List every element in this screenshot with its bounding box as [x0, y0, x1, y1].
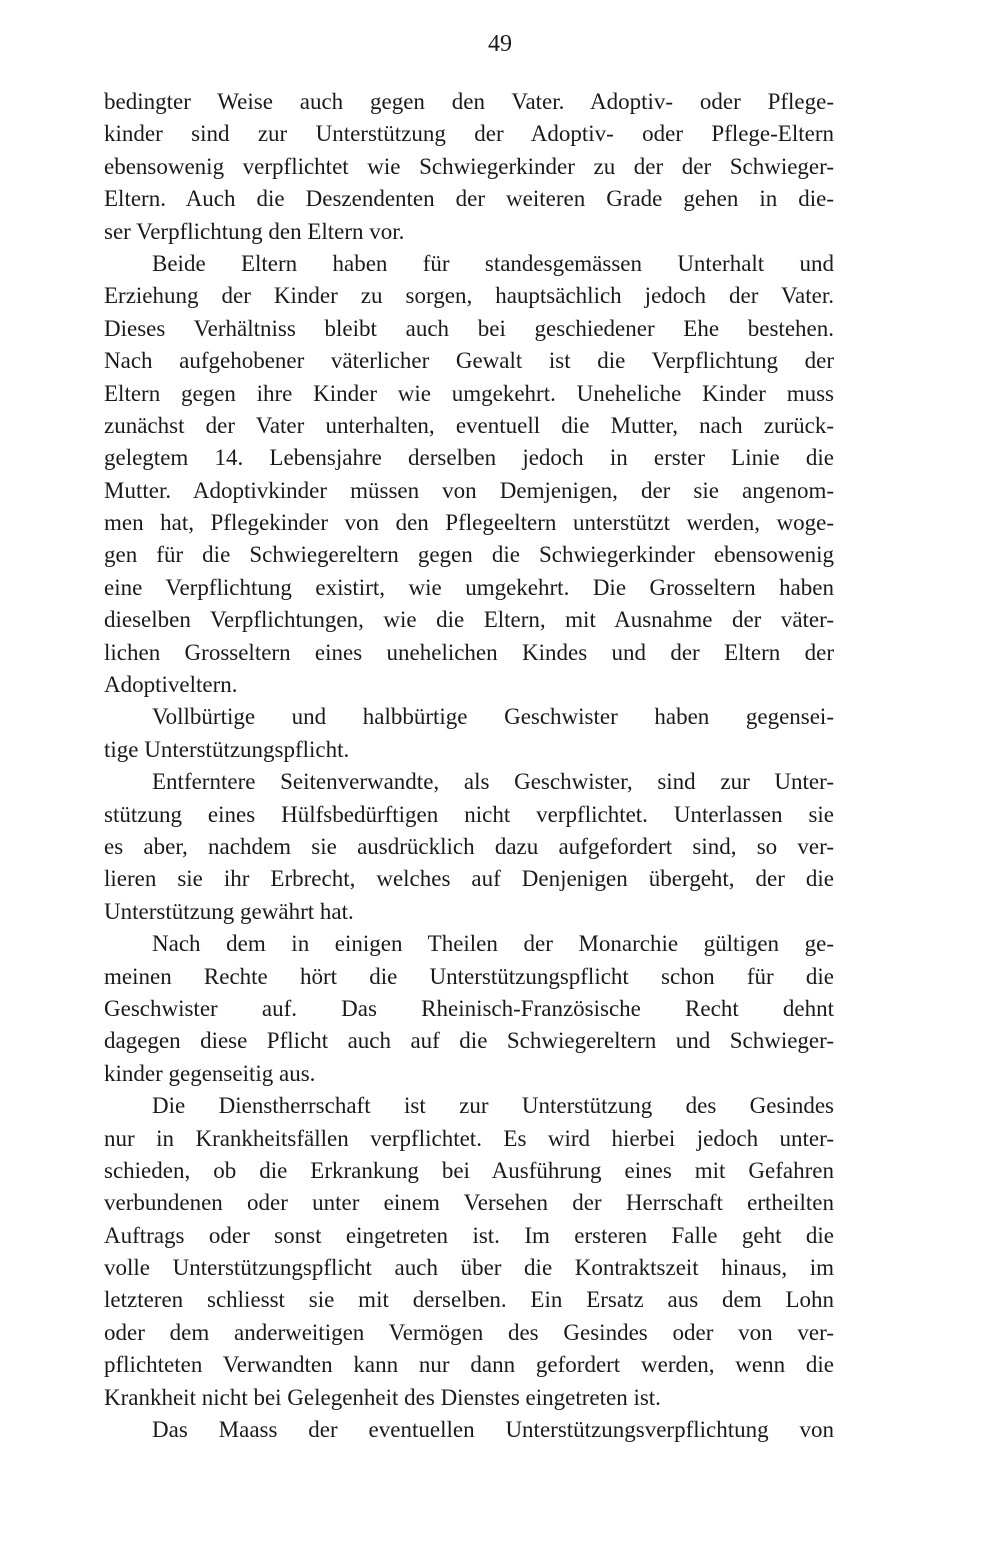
text-line: Geschwister auf. Das Rheinisch-Französische Recht dehnt	[104, 995, 834, 1021]
text-line: gen für die Schwiegereltern gegen die Schwiegerkinder ebensowenig	[104, 542, 834, 568]
text-line: Erziehung der Kinder zu sorgen, hauptsächlich jedoch der Vater.	[104, 283, 834, 309]
text-line: oder dem anderweitigen Vermögen des Gesindes oder von ver-	[104, 1319, 834, 1345]
text-line: Krankheit nicht bei Gelegenheit des Dienstes eingetreten ist.	[104, 1384, 661, 1410]
text-line: eine Verpflichtung existirt, wie umgekehrt. Die Grosseltern haben	[104, 574, 834, 600]
text-line: ebensowenig verpflichtet wie Schwiegerkinder zu der der Schwieger-	[104, 153, 834, 179]
text-line: Nach aufgehobener väterlicher Gewalt ist die Verpflichtung der	[104, 348, 834, 374]
text-line: Mutter. Adoptivkinder müssen von Demjenigen, der sie angenom-	[104, 477, 834, 503]
text-line: verbundenen oder unter einem Versehen der Herrschaft ertheilten	[104, 1190, 834, 1216]
text-line: meinen Rechte hört die Unterstützungspflicht schon für die	[104, 963, 834, 989]
text-line: Dieses Verhältniss bleibt auch bei geschiedener Ehe bestehen.	[104, 315, 834, 341]
text-line: schieden, ob die Erkrankung bei Ausführung eines mit Gefahren	[104, 1157, 834, 1183]
text-line: tige Unterstützungspflicht.	[104, 736, 350, 762]
text-line: letzteren schliesst sie mit derselben. Ein Ersatz aus dem Lohn	[104, 1287, 834, 1313]
text-line: Auftrags oder sonst eingetreten ist. Im ersteren Falle geht die	[104, 1222, 834, 1248]
text-line: Nach dem in einigen Theilen der Monarchie gültigen ge-	[152, 931, 834, 957]
text-line: Vollbürtige und halbbürtige Geschwister haben gegensei-	[152, 704, 834, 730]
text-line: Eltern. Auch die Deszendenten der weiteren Grade gehen in die-	[104, 186, 834, 212]
text-line: Unterstützung gewährt hat.	[104, 898, 354, 924]
text-line: kinder sind zur Unterstützung der Adoptiv- oder Pflege-Eltern	[104, 121, 834, 147]
text-line: volle Unterstützungspflicht auch über die Kontraktszeit hinaus, im	[104, 1255, 834, 1281]
text-line: stützung eines Hülfsbedürftigen nicht verpflichtet. Unterlassen sie	[104, 801, 834, 827]
text-line: Eltern gegen ihre Kinder wie umgekehrt. Uneheliche Kinder muss	[104, 380, 834, 406]
text-line: zunächst der Vater unterhalten, eventuell die Mutter, nach zurück-	[104, 412, 834, 438]
text-line: es aber, nachdem sie ausdrücklich dazu aufgefordert sind, so ver-	[104, 833, 834, 859]
text-line: dagegen diese Pflicht auch auf die Schwiegereltern und Schwieger-	[104, 1028, 834, 1054]
text-line: pflichteten Verwandten kann nur dann gefordert werden, wenn die	[104, 1352, 834, 1378]
text-line: dieselben Verpflichtungen, wie die Eltern, mit Ausnahme der väter-	[104, 607, 834, 633]
body-text	[104, 86, 834, 1446]
text-line: bedingter Weise auch gegen den Vater. Adoptiv- oder Pflege-	[104, 89, 834, 114]
text-line: lieren sie ihr Erbrecht, welches auf Denjenigen übergeht, der die	[104, 866, 834, 892]
text-line: gelegtem 14. Lebensjahre derselben jedoch in erster Linie die	[104, 445, 834, 471]
text-line: Das Maass der eventuellen Unterstützungsverpflichtung von	[152, 1417, 834, 1443]
text-line: Beide Eltern haben für standesgemässen Unterhalt und	[152, 250, 834, 276]
text-line: ser Verpflichtung den Eltern vor.	[104, 218, 405, 244]
text-line: nur in Krankheitsfällen verpflichtet. Es wird hierbei jedoch unter-	[104, 1125, 834, 1151]
text-line: Entferntere Seitenverwandte, als Geschwister, sind zur Unter-	[152, 769, 834, 795]
page-number: 49	[488, 31, 512, 57]
text-line: men hat, Pflegekinder von den Pflegeeltern unterstützt werden, woge-	[104, 510, 834, 536]
text-line: Die Dienstherrschaft ist zur Unterstützung des Gesindes	[152, 1093, 834, 1119]
text-line: lichen Grosseltern eines unehelichen Kindes und der Eltern der	[104, 639, 834, 665]
text-line: Adoptiveltern.	[104, 672, 238, 698]
text-line: kinder gegenseitig aus.	[104, 1060, 316, 1086]
